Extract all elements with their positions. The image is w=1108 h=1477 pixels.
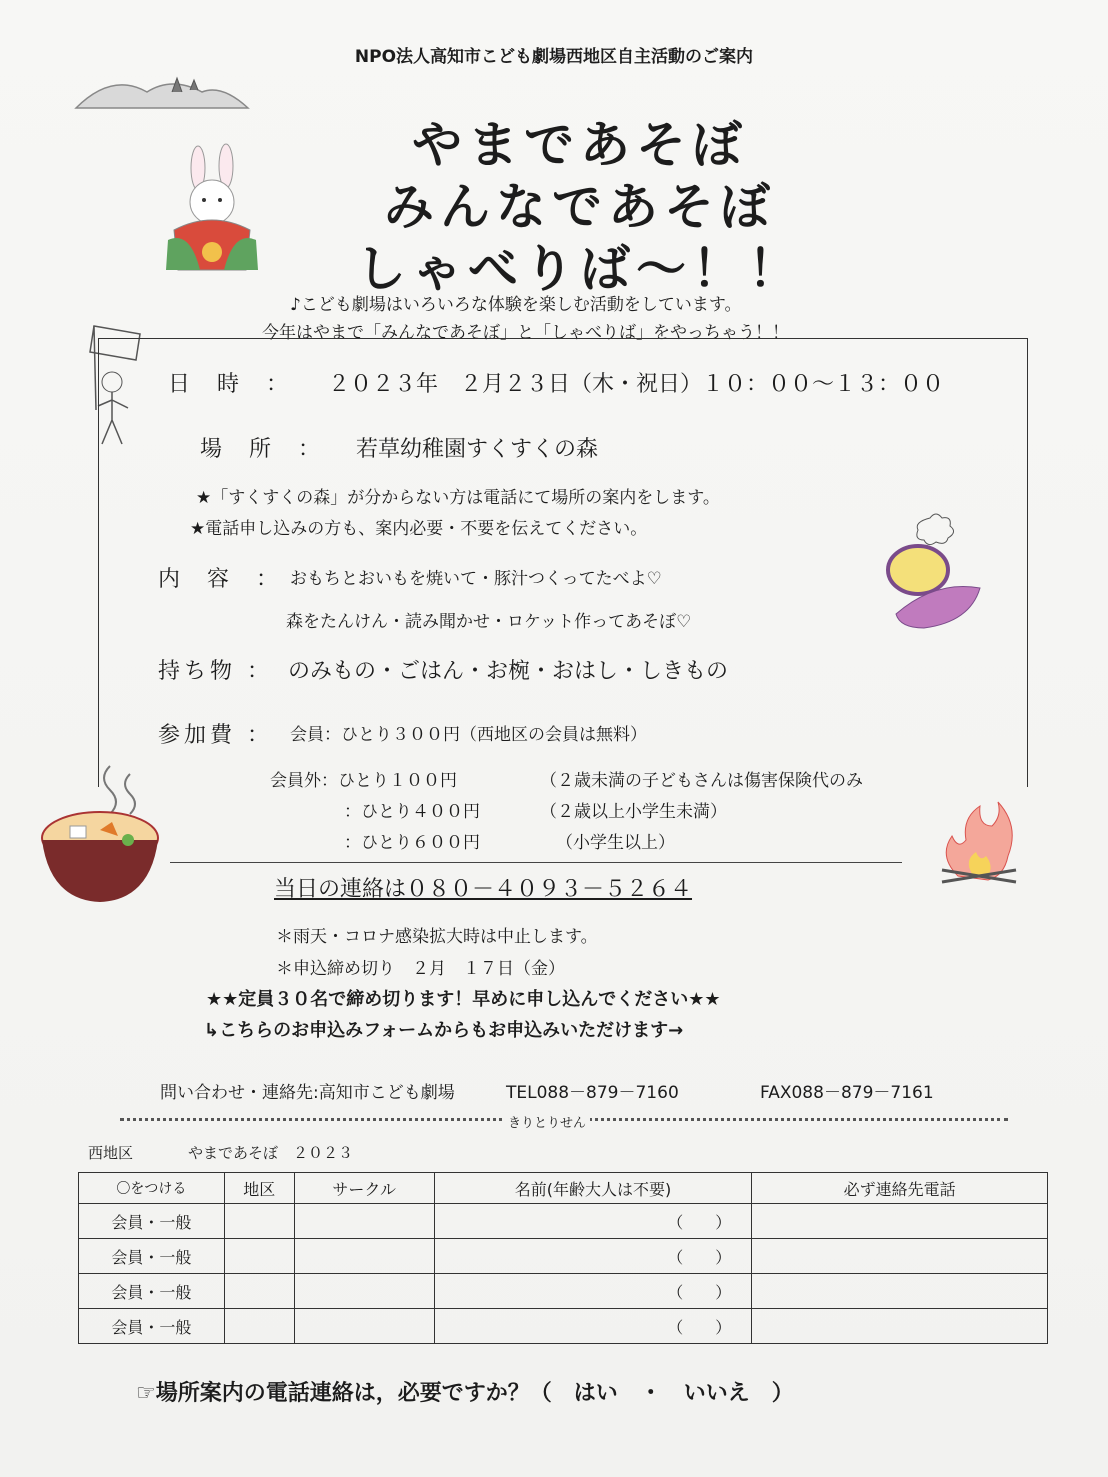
title-line-3: しゃべりば〜！！	[356, 240, 804, 298]
fee-nonmember-2: ：ひとり４００円	[344, 802, 480, 822]
circle-cell[interactable]	[294, 1239, 434, 1274]
member-type-option[interactable]: 会員・一般	[79, 1204, 225, 1239]
title-line-1: やまであそぼ	[412, 116, 748, 174]
member-type-option[interactable]: 会員・一般	[79, 1239, 225, 1274]
column-header-circle: 〇をつける	[79, 1173, 225, 1204]
name-cell[interactable]	[434, 1239, 752, 1274]
footer-question[interactable]: ☞場所案内の電話連絡は，必要ですか？（ はい ・ いいえ ）	[136, 1381, 794, 1406]
place-value: 若草幼稚園すくすくの森	[356, 437, 599, 462]
items-value: のみもの・ごはん・お椀・おはし・しきもの	[288, 659, 729, 684]
district-cell[interactable]	[224, 1239, 294, 1274]
inquiry-tel: TEL088－879－7160	[506, 1083, 679, 1103]
phone-cell[interactable]	[752, 1204, 1048, 1239]
member-type-option[interactable]: 会員・一般	[79, 1274, 225, 1309]
content-line-1: おもちとおいもを焼いて・豚汁つくってたべよ♡	[290, 569, 662, 589]
notice-3: ★★定員３０名で締め切ります！早めに申し込んでください★★	[206, 989, 721, 1010]
district-cell[interactable]	[224, 1204, 294, 1239]
table-row	[79, 1274, 1048, 1309]
age-bracket: （ ）	[667, 1282, 732, 1302]
circle-cell[interactable]	[294, 1309, 434, 1344]
form-header-row	[79, 1173, 1048, 1204]
mountain-icon	[72, 62, 252, 112]
name-cell[interactable]	[434, 1274, 752, 1309]
fee-nonmember-3: ：ひとり６００円	[344, 833, 480, 853]
content-label: 内 容 ：	[158, 567, 288, 592]
title-line-2: みんなであそぼ	[384, 178, 776, 236]
intro-line-2: 今年はやまで「みんなであそぼ」と「しゃべりば」をやっちゃう！！	[262, 323, 789, 343]
column-header-district: 地区	[224, 1173, 294, 1204]
fee-nonmember-1: 会員外：ひとり１００円	[270, 771, 457, 791]
age-bracket: （ ）	[667, 1212, 732, 1232]
notice-4: ↳こちらのお申込みフォームからもお申込みいただけます→	[204, 1020, 684, 1041]
notice-2: ＊申込締め切り ２月 １７日（金）	[276, 959, 565, 979]
rabbit-icon	[160, 140, 260, 280]
name-cell[interactable]	[434, 1204, 752, 1239]
age-bracket: （ ）	[667, 1247, 732, 1267]
district-cell[interactable]	[224, 1274, 294, 1309]
fee-nonmember-3-note: （小学生以上）	[556, 833, 675, 853]
circle-cell[interactable]	[294, 1274, 434, 1309]
column-header-phone: 必ず連絡先電話	[752, 1173, 1048, 1204]
date-value: ２０２３年 ２月２３日（木・祝日）１０：００〜１３：００	[328, 372, 945, 397]
table-row	[79, 1239, 1048, 1274]
column-header-name: 名前(年齢大人は不要)	[434, 1173, 752, 1204]
fee-label: 参加費 ：	[158, 723, 273, 748]
place-label: 場 所 ：	[200, 437, 330, 462]
section-divider	[170, 862, 902, 863]
inquiry-fax: FAX088－879－7161	[760, 1083, 934, 1103]
fee-member: 会員：ひとり３００円（西地区の会員は無料）	[290, 725, 647, 745]
content-line-2: 森をたんけん・読み聞かせ・ロケット作ってあそぼ♡	[286, 612, 692, 632]
place-note-2: ★電話申し込みの方も、案内必要・不要を伝えてください。	[190, 519, 648, 539]
phone-cell[interactable]	[752, 1309, 1048, 1344]
age-bracket: （ ）	[667, 1317, 732, 1337]
circle-cell[interactable]	[294, 1204, 434, 1239]
column-header-circle-group: サークル	[294, 1173, 434, 1204]
form-heading-left: 西地区	[88, 1144, 134, 1162]
form-heading-right: やまであそぼ ２０２３	[188, 1144, 354, 1162]
fee-nonmember-2-note: （２歳以上小学生未満）	[540, 802, 727, 822]
cut-line-label: きりとりせん	[504, 1112, 590, 1131]
inquiry-label: 問い合わせ・連絡先:高知市こども劇場	[160, 1083, 455, 1103]
fee-nonmember-1-note: （２歳未満の子どもさんは傷害保険代のみ	[540, 771, 863, 791]
phone-cell[interactable]	[752, 1274, 1048, 1309]
district-cell[interactable]	[224, 1309, 294, 1344]
notice-1: ＊雨天・コロナ感染拡大時は中止します。	[276, 927, 598, 947]
contact-day: 当日の連絡は０８０－４０９３－５２６４	[274, 877, 693, 902]
member-type-option[interactable]: 会員・一般	[79, 1309, 225, 1344]
table-row	[79, 1204, 1048, 1239]
name-cell[interactable]	[434, 1309, 752, 1344]
application-form-table	[78, 1172, 1048, 1344]
date-label: 日 時 ：	[168, 372, 298, 397]
table-row	[79, 1309, 1048, 1344]
place-note-1: ★「すくすくの森」が分からない方は電話にて場所の案内をします。	[196, 488, 720, 508]
items-label: 持ち物 ：	[158, 659, 273, 684]
intro-line-1: ♪こども劇場はいろいろな体験を楽しむ活動をしています。	[290, 295, 742, 315]
campfire-icon	[928, 796, 1028, 886]
header-text: NPO法人高知市こども劇場西地区自主活動のご案内	[354, 47, 754, 67]
phone-cell[interactable]	[752, 1239, 1048, 1274]
